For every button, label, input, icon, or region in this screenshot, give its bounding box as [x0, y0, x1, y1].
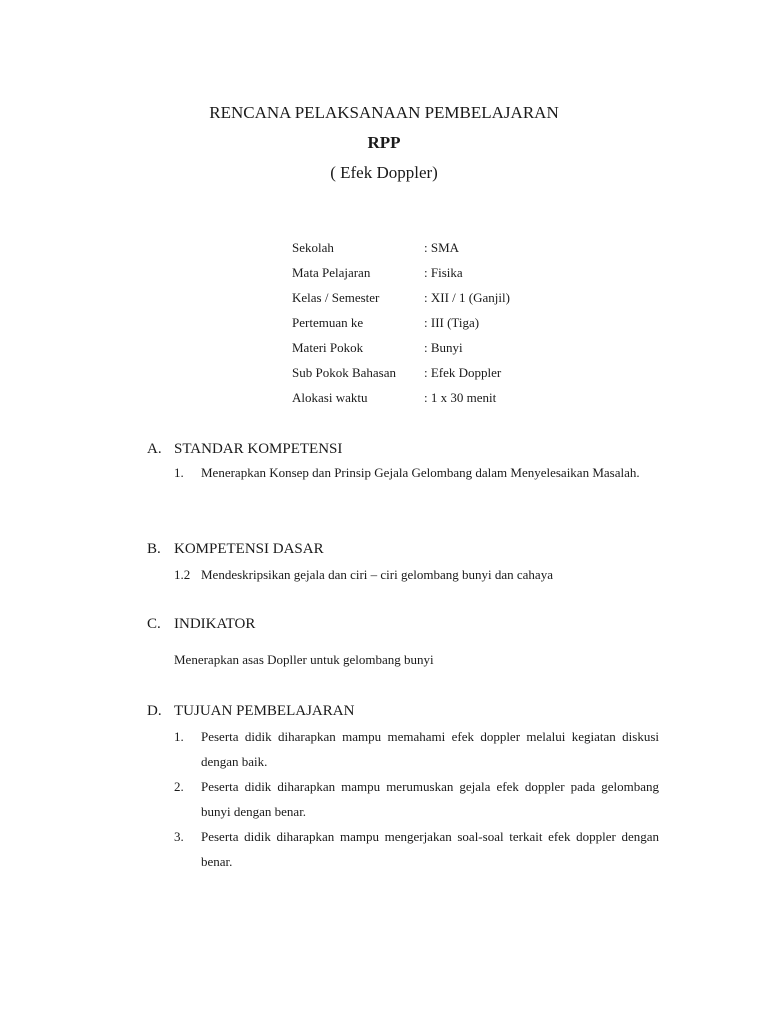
section-indikator	[147, 615, 659, 672]
info-value: : Bunyi	[424, 340, 463, 355]
list-item	[174, 562, 659, 587]
section-letter: A.	[147, 441, 162, 457]
section-title: STANDAR KOMPETENSI	[174, 441, 343, 457]
item-text: Peserta didik diharapkan mampu merumuskan gejala efek doppler pada gelombang bunyi dengan benar.	[201, 779, 659, 819]
section-heading	[147, 615, 659, 633]
info-value: : Efek Doppler	[424, 365, 502, 380]
item-number: 1.	[174, 729, 184, 744]
section-title: TUJUAN PEMBELAJARAN	[174, 703, 355, 719]
section-letter: C.	[147, 616, 161, 632]
info-row-time-allocation	[292, 390, 510, 415]
item-number: 2.	[174, 779, 184, 794]
info-label: Mata Pelajaran	[292, 265, 371, 280]
info-value: : 1 x 30 menit	[424, 390, 497, 405]
info-label: Kelas / Semester	[292, 290, 380, 305]
section-kompetensi-dasar	[147, 540, 659, 587]
indicator-text: Menerapkan asas Dopller untuk gelombang bunyi	[174, 652, 434, 667]
info-row-school	[292, 240, 510, 265]
item-text: Peserta didik diharapkan mampu memahami efek doppler melalui kegiatan diskusi dengan baik.	[201, 729, 659, 769]
info-label: Sub Pokok Bahasan	[292, 365, 396, 380]
section-standar-kompetensi	[147, 440, 659, 485]
item-number: 1.2	[174, 567, 191, 582]
item-text: Menerapkan Konsep dan Prinsip Gejala Gelombang dalam Menyelesaikan Masalah.	[201, 465, 640, 480]
info-row-main-material	[292, 340, 510, 365]
info-value: : Fisika	[424, 265, 463, 280]
info-label: Pertemuan ke	[292, 315, 364, 330]
document-subtitle: RPP	[367, 133, 401, 152]
section-letter: D.	[147, 703, 162, 719]
item-text: Mendeskripsikan gejala dan ciri – ciri gelombang bunyi dan cahaya	[201, 567, 553, 582]
section-heading	[147, 540, 659, 558]
identity-table	[292, 240, 510, 415]
item-number: 3.	[174, 829, 184, 844]
info-row-meeting	[292, 315, 510, 340]
section-letter: B.	[147, 541, 161, 557]
section-title: KOMPETENSI DASAR	[174, 541, 324, 557]
info-value: : XII / 1 (Ganjil)	[424, 290, 510, 305]
info-label: Sekolah	[292, 240, 334, 255]
item-text: Peserta didik diharapkan mampu mengerjakan soal-soal terkait efek doppler dengan benar.	[201, 829, 659, 869]
list-item	[174, 774, 659, 824]
list-item	[174, 460, 659, 485]
section-heading	[147, 440, 659, 458]
info-label: Materi Pokok	[292, 340, 364, 355]
info-row-class-semester	[292, 290, 510, 315]
info-label: Alokasi waktu	[292, 390, 368, 405]
list-item	[174, 824, 659, 874]
info-value: : SMA	[424, 240, 460, 255]
info-value: : III (Tiga)	[424, 315, 480, 330]
section-heading	[147, 702, 659, 720]
info-row-subject	[292, 265, 510, 290]
section-tujuan-pembelajaran	[147, 702, 659, 874]
section-title: INDIKATOR	[174, 616, 256, 632]
list-item	[174, 724, 659, 774]
item-number: 1.	[174, 465, 184, 480]
info-row-sub-topic	[292, 365, 510, 390]
document-topic: ( Efek Doppler)	[330, 163, 438, 182]
document-title: RENCANA PELAKSANAAN PEMBELAJARAN	[209, 103, 559, 122]
